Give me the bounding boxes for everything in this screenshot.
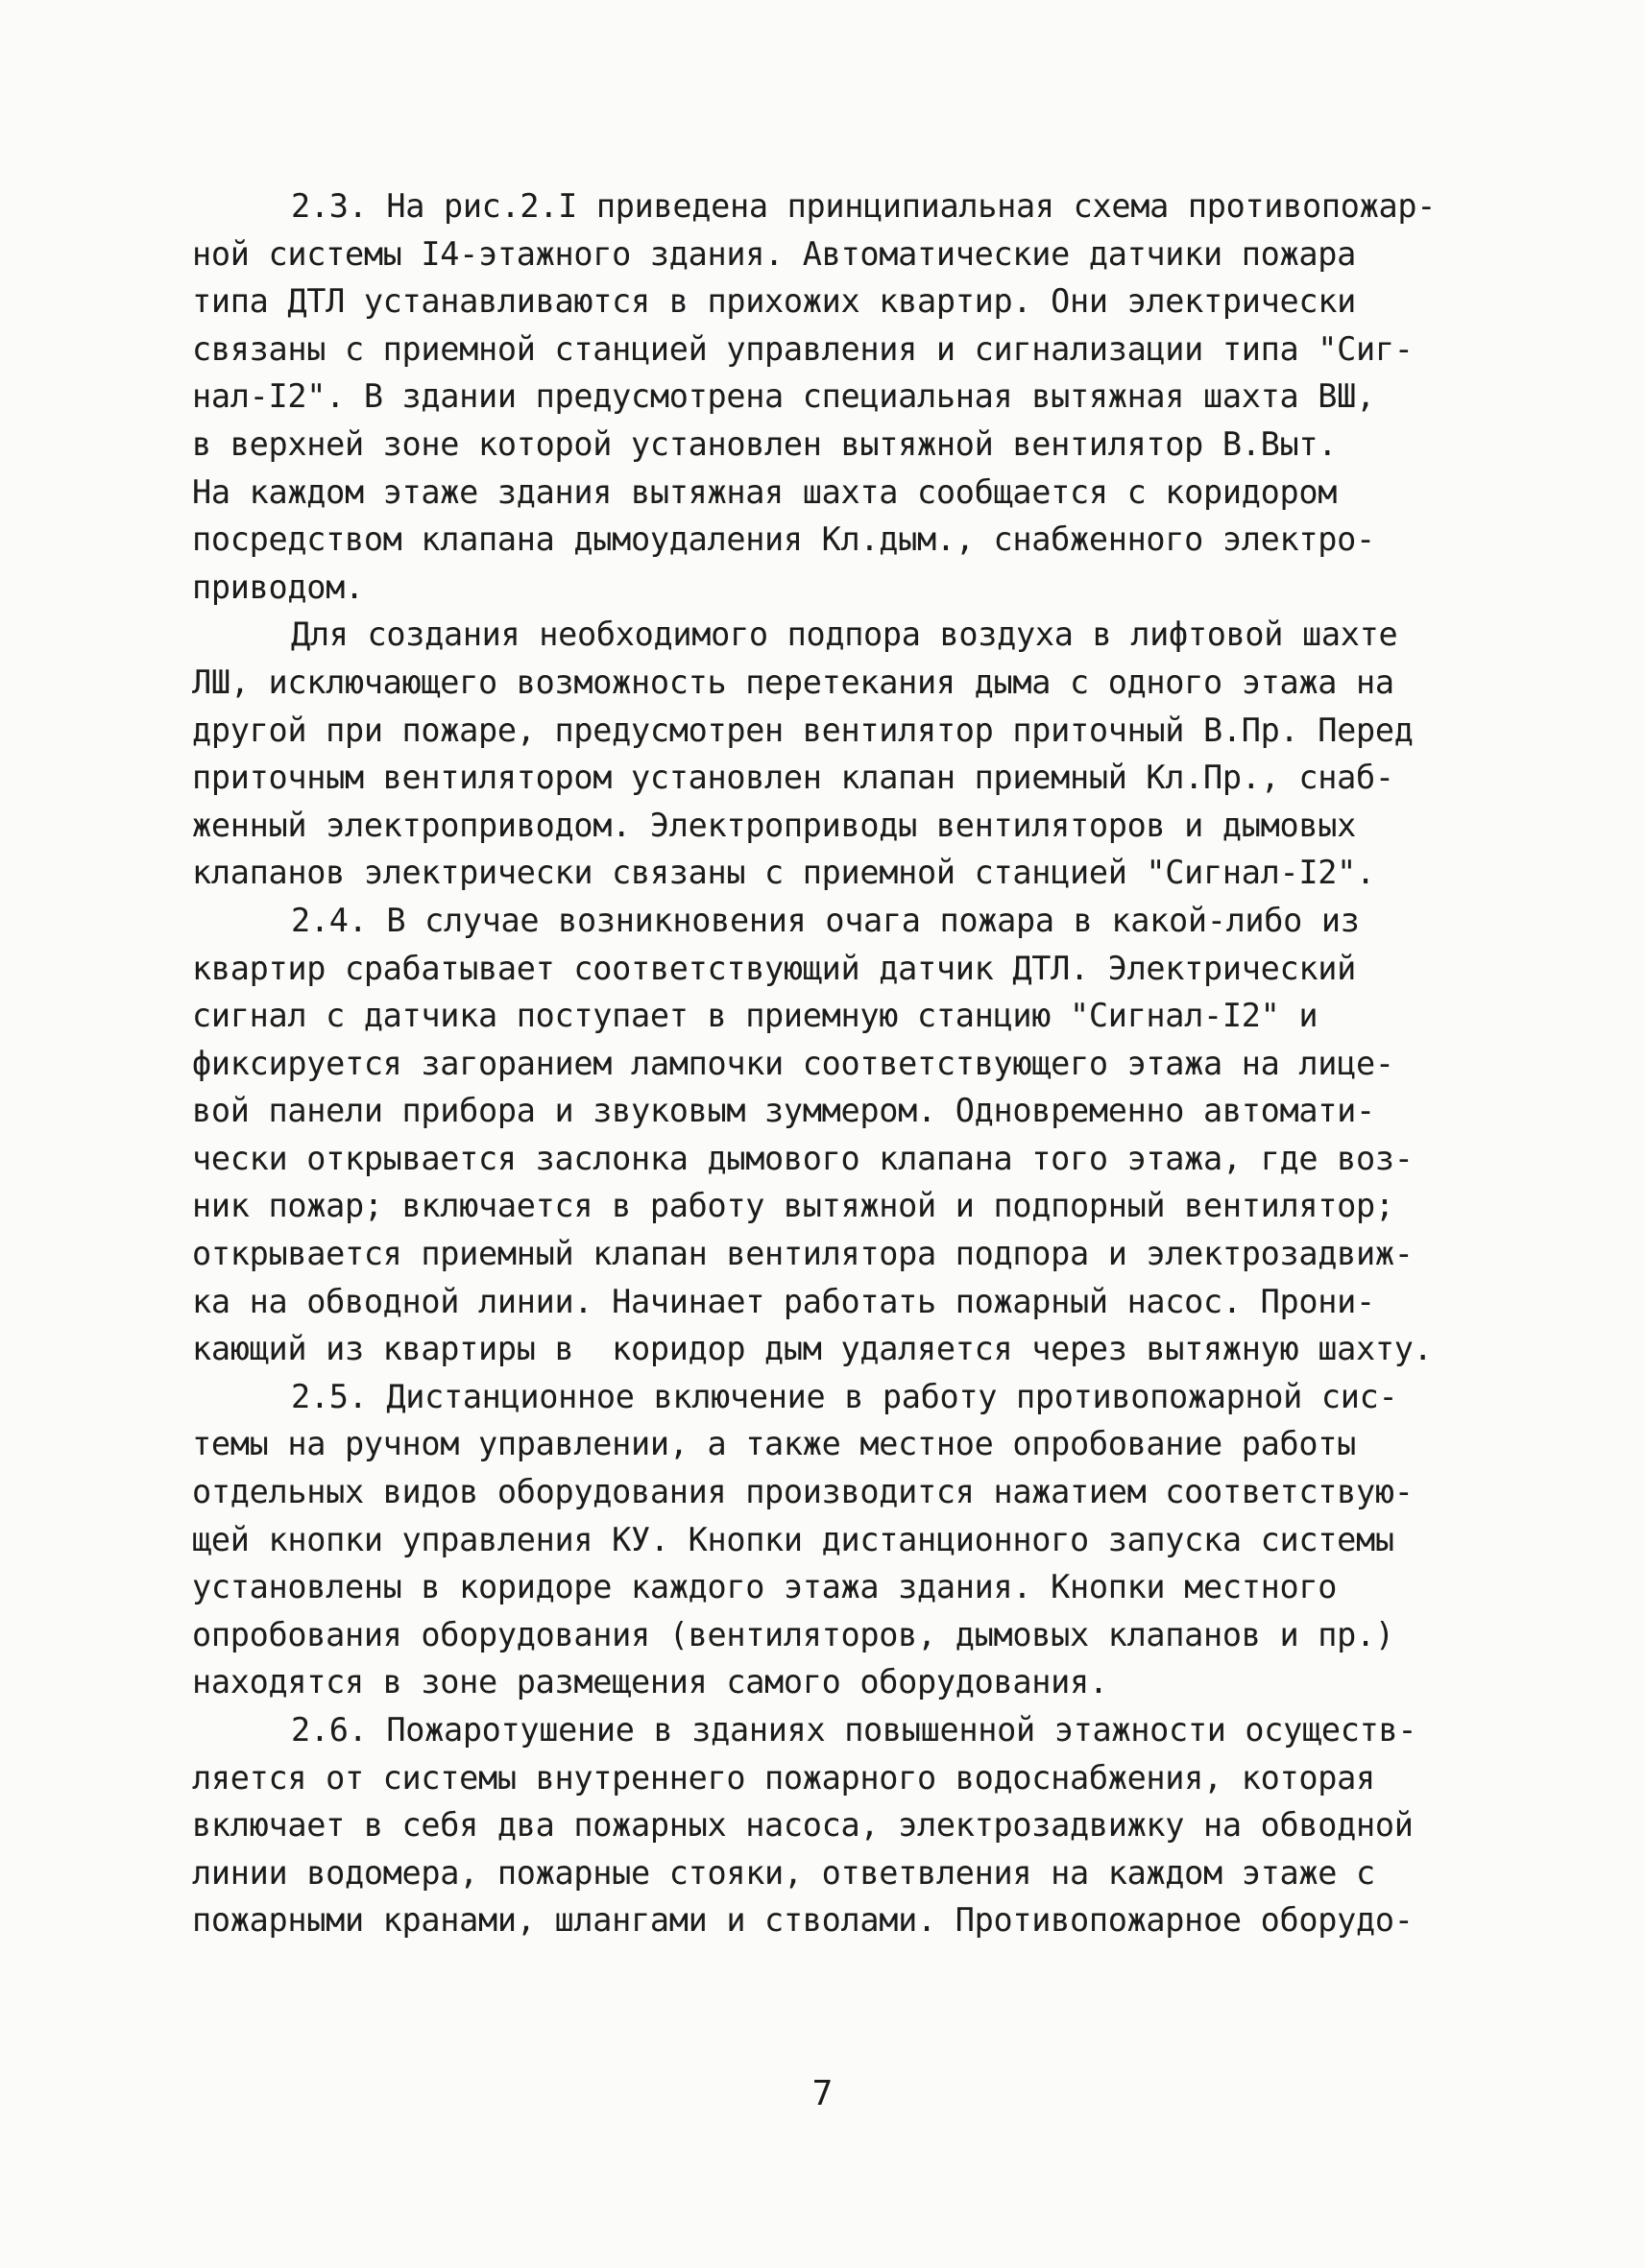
text-line: 2.3. На рис.2.I приведена принципиальная схема противопожар- (291, 187, 1437, 225)
text-line: женный электроприводом. Электроприводы вентиляторов и дымовых (192, 806, 1356, 844)
text-line: темы на ручном управлении, а также местное опробование работы (192, 1425, 1356, 1463)
text-line: 2.5. Дистанционное включение в работу противопожарной сис- (291, 1377, 1398, 1415)
body-text (192, 182, 1479, 1944)
text-line: другой при пожаре, предусмотрен вентилятор приточный В.Пр. Перед (192, 711, 1414, 749)
text-line: На каждом этаже здания вытяжная шахта сообщается с коридором (192, 472, 1338, 511)
text-line: связаны с приемной станцией управления и сигнализации типа "Сиг- (192, 329, 1414, 368)
text-line: установлены в коридоре каждого этажа здания. Кнопки местного (192, 1568, 1338, 1606)
text-line: 2.4. В случае возникновения очага пожара в какой-либо из (291, 901, 1360, 939)
text-line: квартир срабатывает соответствующий датчик ДТЛ. Электрический (192, 949, 1356, 987)
text-line: типа ДТЛ устанавливаются в прихожих квартир. Они электрически (192, 282, 1356, 321)
text-line: приводом. (192, 567, 364, 606)
text-line: 2.6. Пожаротушение в зданиях повышенной этажности осуществ- (291, 1711, 1417, 1749)
text-line: фиксируется загоранием лампочки соответствующего этажа на лице- (192, 1044, 1394, 1082)
text-line: нал-I2". В здании предусмотрена специальная вытяжная шахта ВШ, (192, 377, 1375, 416)
page-number: 7 (811, 2074, 834, 2113)
text-line: отдельных видов оборудования производится нажатием соответствую- (192, 1473, 1414, 1511)
text-line: ной системы I4-этажного здания. Автоматические датчики пожара (192, 234, 1356, 273)
text-line: чески открывается заслонка дымового клапана того этажа, где воз- (192, 1139, 1414, 1177)
text-line: щей кнопки управления КУ. Кнопки дистанционного запуска системы (192, 1520, 1394, 1558)
text-line: ляется от системы внутреннего пожарного водоснабжения, которая (192, 1758, 1375, 1797)
text-line: линии водомера, пожарные стояки, ответвления на каждом этаже с (192, 1853, 1375, 1892)
text-line: Для создания необходимого подпора воздуха в лифтовой шахте (291, 615, 1398, 654)
text-line: кающий из квартиры в коридор дым удаляется через вытяжную шахту. (192, 1330, 1433, 1368)
text-line: находятся в зоне размещения самого оборудования. (192, 1663, 1108, 1701)
text-line: ка на обводной линии. Начинает работать пожарный насос. Прони- (192, 1282, 1375, 1320)
text-line: включает в себя два пожарных насоса, электрозадвижку на обводной (192, 1806, 1414, 1845)
text-line: посредством клапана дымоудаления Кл.дым., снабженного электро- (192, 520, 1375, 559)
text-line: открывается приемный клапан вентилятора подпора и электрозадвиж- (192, 1235, 1414, 1273)
text-line: приточным вентилятором установлен клапан приемный Кл.Пр., снаб- (192, 759, 1394, 797)
text-line: опробования оборудования (вентиляторов, дымовых клапанов и пр.) (192, 1615, 1394, 1653)
text-line: вой панели прибора и звуковым зуммером. Одновременно автомати- (192, 1092, 1375, 1130)
text-line: сигнал с датчика поступает в приемную станцию "Сигнал-I2" и (192, 997, 1318, 1035)
text-line: пожарными кранами, шлангами и стволами. Противопожарное оборудо- (192, 1901, 1414, 1940)
text-line: ЛШ, исключающего возможность перетекания дыма с одного этажа на (192, 663, 1394, 701)
text-line: в верхней зоне которой установлен вытяжной вентилятор В.Выт. (192, 424, 1338, 463)
text-line: клапанов электрически связаны с приемной станцией "Сигнал-I2". (192, 854, 1375, 892)
text-line: ник пожар; включается в работу вытяжной и подпорный вентилятор; (192, 1187, 1394, 1225)
